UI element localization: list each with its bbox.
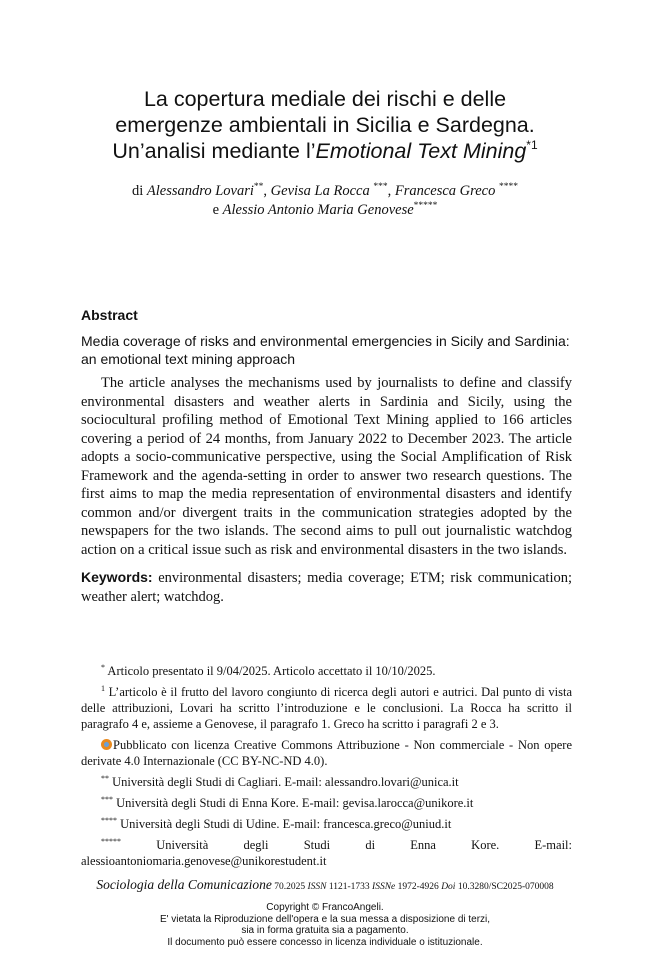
footnote-mark: **** bbox=[101, 816, 117, 825]
footnote-text: Università degli Studi di Udine. E-mail: francesca.greco@uniud.it bbox=[117, 817, 452, 831]
creative-commons-icon bbox=[101, 739, 112, 750]
footnote bbox=[81, 684, 572, 732]
footnote-text: L’articolo è il frutto del lavoro congiunto di ricerca degli autori e autrici. Dal punto di vista delle attribuzioni, Lovari ha scritto l’introduzione e le conclusioni. La Rocca ha scritto il paragrafo 4 e, assieme a Genovese, il paragrafo 1. Greco ha scritto i paragrafi 2 e 3. bbox=[81, 685, 572, 731]
issn-label: ISSN bbox=[307, 882, 327, 892]
issn-value: 1121-1733 bbox=[326, 882, 373, 892]
title-line-3-prefix: Un’analisi mediante l’ bbox=[112, 139, 316, 163]
copyright-line: Il documento può essere concesso in licenza individuale o istituzionale. bbox=[167, 936, 483, 948]
doi-label: Doi bbox=[441, 882, 456, 892]
footnote-mark: *** bbox=[101, 795, 113, 804]
keywords-text: environmental disasters; media coverage; ETM; risk communication; weather alert; watchdog. bbox=[81, 570, 572, 605]
author-name: Francesca Greco bbox=[394, 183, 496, 199]
author-separator: , bbox=[387, 183, 395, 199]
footnotes bbox=[81, 663, 572, 874]
abstract-heading: Abstract bbox=[81, 307, 138, 323]
journal-reference bbox=[0, 877, 650, 893]
author-mark: *** bbox=[373, 182, 388, 192]
footnote-text: Articolo presentato il 9/04/2025. Articolo accettato il 10/10/2025. bbox=[105, 664, 436, 678]
footnote bbox=[81, 816, 572, 832]
footnote-text: Università degli Studi di Enna Kore. E-mail: alessioantoniomaria.genovese@unikorestudent.it bbox=[81, 838, 572, 868]
copyright-line: E' vietata la Riproduzione dell'opera e la sua messa a disposizione di terzi, bbox=[159, 913, 491, 925]
keywords bbox=[81, 568, 572, 606]
issne-value: 1972-4926 bbox=[395, 882, 442, 892]
copyright-line: Copyright © FrancoAngeli. bbox=[266, 902, 384, 913]
footnote-text: Università degli Studi di Enna Kore. E-mail: gevisa.larocca@unikore.it bbox=[113, 796, 474, 810]
author-name: Gevisa La Rocca bbox=[270, 183, 370, 199]
author-conjunction: e bbox=[212, 202, 223, 218]
footnote-mark: ** bbox=[101, 774, 109, 783]
footnote bbox=[81, 663, 572, 679]
author-name: Alessandro Lovari bbox=[146, 183, 254, 199]
keywords-label: Keywords: bbox=[81, 569, 153, 585]
copyright-notice bbox=[0, 902, 650, 948]
copyright-line: sia in forma gratuita sia a pagamento. bbox=[241, 925, 409, 936]
title-footnote-mark: *1 bbox=[526, 138, 538, 152]
footnote bbox=[81, 774, 572, 790]
title-line-2: emergenze ambientali in Sicilia e Sardegna. bbox=[115, 113, 535, 137]
title-line-1: La copertura mediale dei rischi e delle bbox=[143, 87, 507, 111]
author-separator: , bbox=[263, 183, 271, 199]
author-mark: ***** bbox=[413, 201, 438, 211]
author-mark: **** bbox=[499, 182, 518, 192]
issne-label: ISSNe bbox=[372, 882, 396, 892]
footnote-mark: * bbox=[101, 663, 105, 672]
footnote bbox=[81, 795, 572, 811]
abstract-subtitle: Media coverage of risks and environmental emergencies in Sicily and Sardinia: an emotional text mining approach bbox=[81, 333, 570, 367]
author-line-2 bbox=[60, 201, 590, 220]
author-name: Alessio Antonio Maria Genovese bbox=[222, 202, 414, 218]
article-title bbox=[60, 86, 590, 164]
footnote-mark: ***** bbox=[101, 837, 121, 846]
author-line-1 bbox=[60, 182, 590, 201]
footnote bbox=[81, 837, 572, 869]
author-prefix: di bbox=[131, 183, 147, 199]
journal-name: Sociologia della Comunicazione bbox=[96, 877, 272, 892]
abstract-body: The article analyses the mechanisms used by journalists to define and classify environmental disasters and weather alerts in Sardinia and Sicily, using the sociocultural profiling method of Emotional Text Mining applied to 166 articles covering a period of 24 months, from January 2022 to December 2023. The article adopts a socio-communicative perspective, using the Social Amplification of Risk Framework and the agenda-setting in order to answer two research questions. The first aims to map the media representation of environmental disasters and identify common and/or divergent traits in the communication strategies adopted by the newspapers for the two islands. The second aims to pull out journalistic watchdog action on a critical issue such as risk and environmental disasters in the two islands. bbox=[81, 375, 572, 558]
journal-volume: 70.2025 bbox=[271, 882, 308, 892]
footnote-text: Università degli Studi di Cagliari. E-mail: alessandro.lovari@unica.it bbox=[109, 775, 459, 789]
doi-value: 10.3280/SC2025-070008 bbox=[455, 882, 554, 892]
footnote-text: Pubblicato con licenza Creative Commons Attribuzione - Non commerciale - Non opere derivate 4.0 Internazionale (CC BY-NC-ND 4.0). bbox=[81, 738, 572, 768]
author-mark: ** bbox=[253, 182, 264, 192]
title-line-3 bbox=[60, 138, 590, 164]
title-italic-term: Emotional Text Mining bbox=[315, 139, 527, 163]
footnote-license bbox=[81, 737, 572, 769]
author-list bbox=[60, 182, 590, 220]
footnote-mark: 1 bbox=[101, 684, 105, 693]
